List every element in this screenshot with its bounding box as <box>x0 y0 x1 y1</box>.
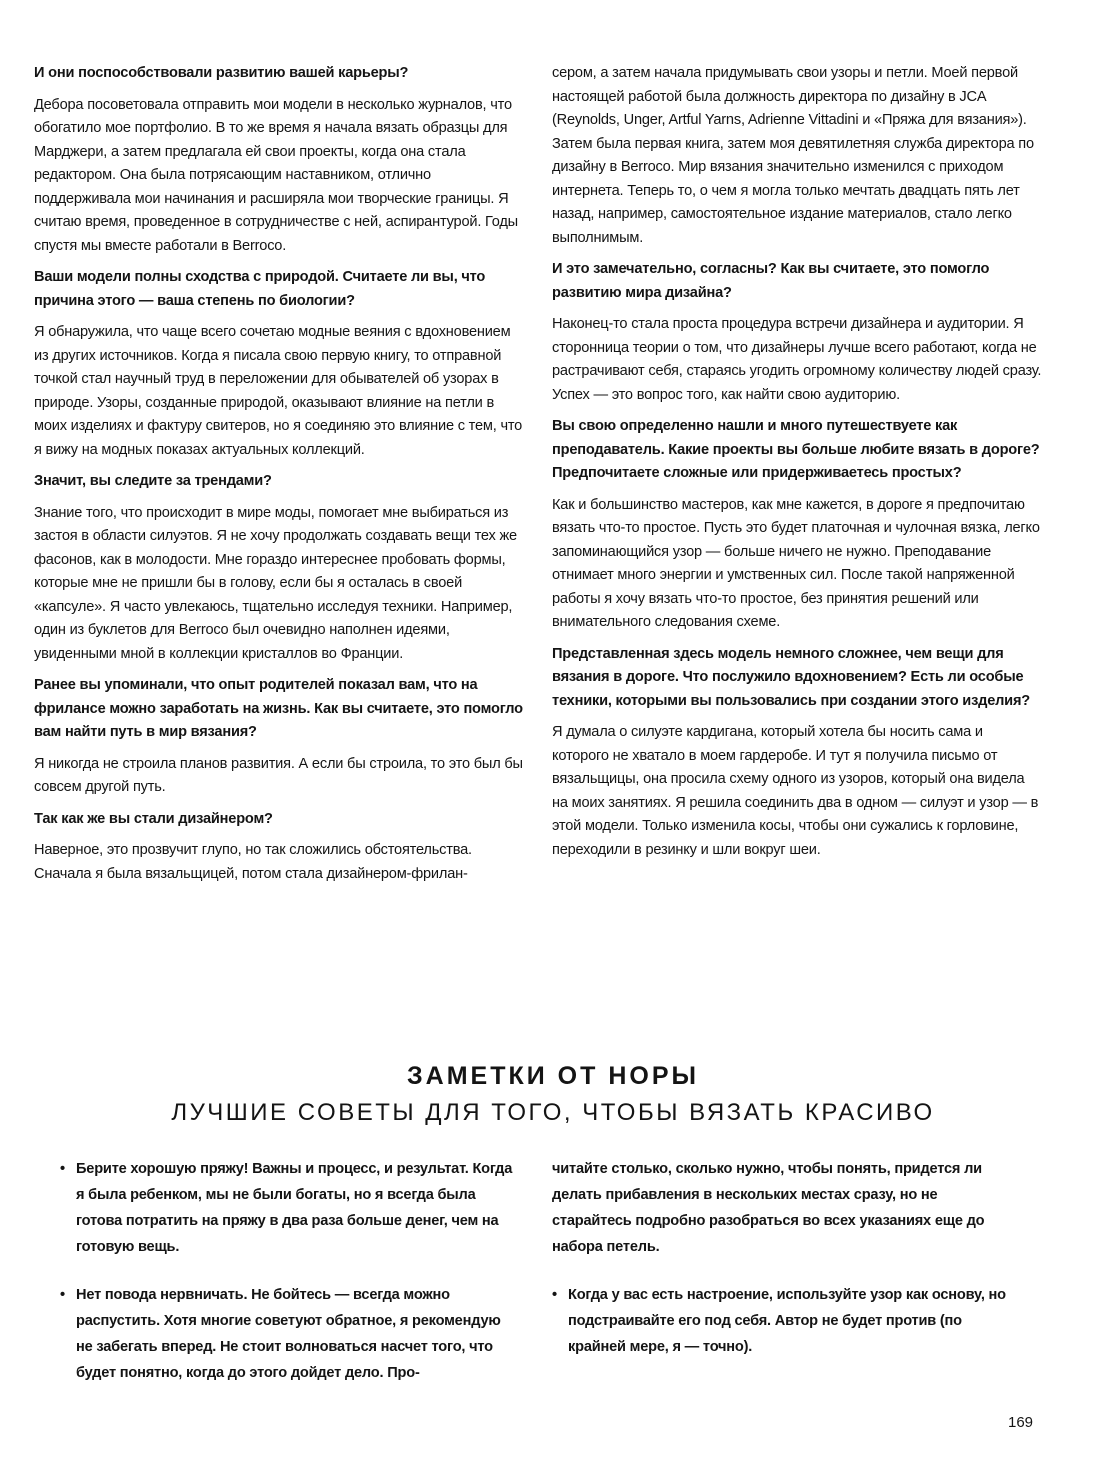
tip-continued-text: читайте столько, сколько нужно, чтобы понять, придется ли делать прибавления в нескольких местах сразу, но не старайтесь подробно разобраться во всех указаниях еще до набора петель. <box>552 1161 985 1255</box>
answer-inspiration: Я думала о силуэте кардигана, который хотела бы носить сама и которого не хватало в моем гардеробе. И тут я получила письмо от вязальщицы, она просила схему одного из узоров, который она видела на моих занятиях. Я решила соединить два в одном — силуэт и узор — в этой модели. Только изменила косы, чтобы они сужались к горловине, переходили в резинку и шли вокруг шеи. <box>552 724 1039 858</box>
answer-designer: Наверное, это прозвучит глупо, но так сложились обстоятельства. Сначала я была вязальщицей, потом стала дизайнером-фрилан- <box>34 842 472 882</box>
bullet-icon: • <box>552 1287 557 1303</box>
question-travel-projects: Вы свою определенно нашли и много путешествуете как преподаватель. Какие проекты вы больше любите вязать в дороге? Предпочитаете сложные или придерживаетесь простых? <box>552 418 1040 481</box>
answer-trends: Знание того, что происходит в мире моды, помогает мне выбираться из застоя в области силуэтов. Я не хочу продолжать создавать вещи тех же фасонов, как в молодости. Мне гораздо интереснее пробовать формы, которые мне не пришли бы в голову, если бы я осталась в своей «капсуле». Я часто увлекаюсь, тщательно исследуя техники. Например, один из буклетов для Berroco был очевидно наполнен идеями, увиденными мной в коллекции кристаллов во Франции. <box>34 504 517 662</box>
answer-designer-continued: сером, а затем начала придумывать свои узоры и петли. Моей первой настоящей работой была должность директора по дизайну в JCA (Reynolds, Unger, Artful Yarns, Adrienne Vittadini и «Пряжа для вязания»). Затем была первая книга, затем моя девятилетняя служба директора по дизайну в Berroco. Мир вязания значительно изменился с приходом интернета. Теперь то, о чем я могла только мечтать двадцать пять лет назад, например, самостоятельное издание материалов, стало легко выполнимым. <box>552 65 1034 246</box>
answer-travel-projects: Как и большинство мастеров, как мне кажется, в дороге я предпочитаю вязать что-то простое. Пусть это будет платочная и чулочная вязка, легко запоминающийся узор — больше ничего не нужно. Преподавание отнимает много энергии и умственных сил. После такой напряженной работы я хочу вязать что-то простое, без принятия решений или внимательного следования схеме. <box>552 496 1040 630</box>
tip-text: Берите хорошую пряжу! Важны и процесс, и результат. Когда я была ребенком, мы не были богаты, но я всегда была готова потратить на пряжу в два раза больше денег, чем на готовую вещь. <box>76 1161 513 1255</box>
bullet-icon: • <box>60 1287 65 1303</box>
answer-design-world: Наконец-то стала проста процедура встречи дизайнера и аудитории. Я сторонница теории о том, что дизайнеры лучше всего работают, когда не растрачивают себя, стараясь угодить огромному количеству людей сразу. Успех — это вопрос того, как найти свою аудиторию. <box>552 316 1042 403</box>
notes-title: ЗАМЕТКИ ОТ НОРЫ <box>407 1062 699 1090</box>
answer-nature: Я обнаружила, что чаще всего сочетаю модные веяния с вдохновением из других источников. Когда я писала свою первую книгу, то отправной точкой стал научный труд в переложении для обывателей об узорах в природе. Узоры, созданные природой, оказывают влияние на петли в моих изделиях и фактуру свитеров, но я соединяю это влияние с тем, что я вижу на модных показах актуальных коллекций. <box>34 324 523 458</box>
question-career: И они поспособствовали развитию вашей карьеры? <box>34 65 409 81</box>
question-design-world: И это замечательно, согласны? Как вы считаете, это помогло развитию мира дизайна? <box>552 261 990 301</box>
left-column <box>34 62 524 894</box>
answer-career: Дебора посоветовала отправить мои модели в несколько журналов, что обогатило мое портфолио. В то же время я начала вязать образцы для Марджери, а затем предлагала ей свои проекты, когда она стала редактором. Она была потрясающим наставником, отлично поддерживала мои начинания и расширяла мои творческие границы. Я считаю время, проведенное в сотрудничестве с ней, аспирантурой. Годы спустя мы вместе работали в Berroco. <box>34 96 518 254</box>
tips-list-left <box>60 1156 520 1408</box>
tip-text: Нет повода нервничать. Не бойтесь — всегда можно распустить. Хотя многие советуют обратное, я рекомендую не забегать вперед. Не стоит волноваться насчет того, что будет понятно, когда до этого дойдет дело. Про- <box>76 1287 501 1381</box>
question-designer: Так как же вы стали дизайнером? <box>34 810 273 827</box>
question-freelance: Ранее вы упоминали, что опыт родителей показал вам, что на фрилансе можно заработать на жизнь. Как вы считаете, это помогло вам найти путь в мир вязания? <box>34 677 523 740</box>
tip-text: Когда у вас есть настроение, используйте узор как основу, но подстраивайте его под себя. Автор не будет против (по крайней мере, я — точно). <box>568 1287 1006 1355</box>
question-nature: Ваши модели полны сходства с природой. Считаете ли вы, что причина этого — ваша степень по биологии? <box>34 269 486 309</box>
tip-item <box>60 1282 520 1386</box>
notes-subtitle: ЛУЧШИЕ СОВЕТЫ ДЛЯ ТОГО, ЧТОБЫ ВЯЗАТЬ КРАСИВО <box>171 1099 935 1126</box>
answer-freelance: Я никогда не строила планов развития. А если бы строила, то это был бы совсем другой путь. <box>34 755 523 795</box>
right-column <box>552 62 1042 870</box>
page-number: 169 <box>1008 1414 1034 1431</box>
tip-item <box>552 1282 1012 1360</box>
tips-list-right <box>552 1156 1012 1382</box>
question-inspiration: Представленная здесь модель немного сложнее, чем вещи для вязания в дороге. Что послужило вдохновением? Есть ли особые техники, которыми вы пользовались при создании этого изделия? <box>552 645 1030 709</box>
tip-item <box>60 1156 520 1260</box>
bullet-icon: • <box>60 1161 65 1177</box>
question-trends: Значит, вы следите за трендами? <box>34 473 272 489</box>
